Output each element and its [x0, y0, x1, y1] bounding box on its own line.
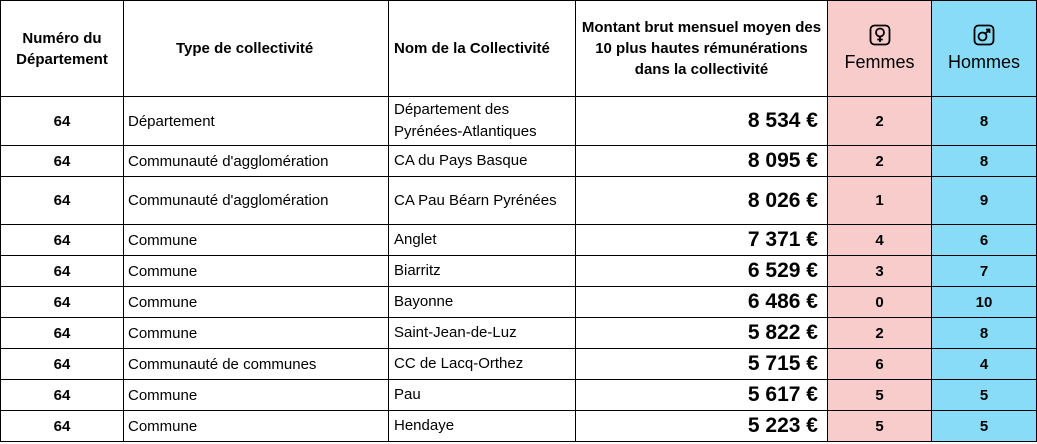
cell-numero: 64 — [1, 287, 124, 318]
cell-nom: Pau — [389, 380, 576, 411]
cell-montant: 7 371 € — [576, 225, 828, 256]
cell-type: Commune — [124, 287, 389, 318]
cell-numero: 64 — [1, 380, 124, 411]
cell-montant: 5 715 € — [576, 349, 828, 380]
cell-nom: Bayonne — [389, 287, 576, 318]
cell-nom: Hendaye — [389, 411, 576, 442]
cell-hommes: 10 — [932, 287, 1037, 318]
cell-hommes: 8 — [932, 146, 1037, 177]
header-type-collectivite: Type de collectivité — [124, 1, 389, 97]
cell-femmes: 1 — [828, 177, 932, 225]
cell-montant: 5 223 € — [576, 411, 828, 442]
table-row — [1, 146, 1037, 177]
cell-type: Département — [124, 97, 389, 146]
cell-montant: 8 095 € — [576, 146, 828, 177]
cell-type: Commune — [124, 256, 389, 287]
header-montant-brut: Montant brut mensuel moyen des 10 plus hautes rémunérations dans la collectivité — [576, 1, 828, 97]
cell-numero: 64 — [1, 349, 124, 380]
cell-hommes: 7 — [932, 256, 1037, 287]
cell-hommes: 4 — [932, 349, 1037, 380]
cell-femmes: 0 — [828, 287, 932, 318]
femmes-label: Femmes — [844, 52, 915, 72]
header-femmes — [828, 1, 932, 97]
cell-femmes: 2 — [828, 146, 932, 177]
cell-type: Commune — [124, 380, 389, 411]
male-symbol-icon — [973, 24, 995, 46]
cell-type: Commune — [124, 318, 389, 349]
table-row — [1, 380, 1037, 411]
cell-nom: CC de Lacq-Orthez — [389, 349, 576, 380]
cell-femmes: 2 — [828, 97, 932, 146]
cell-montant: 8 534 € — [576, 97, 828, 146]
cell-femmes: 5 — [828, 411, 932, 442]
cell-type: Commune — [124, 225, 389, 256]
cell-type: Communauté de communes — [124, 349, 389, 380]
cell-femmes: 3 — [828, 256, 932, 287]
cell-hommes: 8 — [932, 97, 1037, 146]
cell-hommes: 5 — [932, 411, 1037, 442]
cell-numero: 64 — [1, 146, 124, 177]
table-header — [1, 1, 1037, 97]
table-row — [1, 411, 1037, 442]
cell-nom: CA Pau Béarn Pyrénées — [389, 177, 576, 225]
cell-montant: 6 486 € — [576, 287, 828, 318]
cell-nom: Saint-Jean-de-Luz — [389, 318, 576, 349]
cell-nom: Département des Pyrénées-Atlantiques — [389, 97, 576, 146]
cell-nom: CA du Pays Basque — [389, 146, 576, 177]
cell-femmes: 2 — [828, 318, 932, 349]
cell-type: Communauté d'agglomération — [124, 177, 389, 225]
cell-montant: 8 026 € — [576, 177, 828, 225]
table-row — [1, 256, 1037, 287]
cell-numero: 64 — [1, 411, 124, 442]
table-row — [1, 97, 1037, 146]
cell-montant: 6 529 € — [576, 256, 828, 287]
cell-femmes: 5 — [828, 380, 932, 411]
cell-hommes: 5 — [932, 380, 1037, 411]
header-numero-departement: Numéro du Département — [1, 1, 124, 97]
cell-numero: 64 — [1, 97, 124, 146]
female-symbol-icon — [869, 24, 891, 46]
table-row — [1, 177, 1037, 225]
cell-femmes: 6 — [828, 349, 932, 380]
table-body — [1, 97, 1037, 442]
cell-numero: 64 — [1, 318, 124, 349]
cell-nom: Biarritz — [389, 256, 576, 287]
cell-numero: 64 — [1, 256, 124, 287]
cell-femmes: 4 — [828, 225, 932, 256]
hommes-label: Hommes — [947, 52, 1020, 72]
header-nom-collectivite: Nom de la Collectivité — [389, 1, 576, 97]
table-row — [1, 225, 1037, 256]
cell-nom: Anglet — [389, 225, 576, 256]
header-hommes — [932, 1, 1037, 97]
cell-hommes: 8 — [932, 318, 1037, 349]
cell-hommes: 6 — [932, 225, 1037, 256]
table-row — [1, 287, 1037, 318]
cell-type: Communauté d'agglomération — [124, 146, 389, 177]
cell-numero: 64 — [1, 177, 124, 225]
table-row — [1, 318, 1037, 349]
cell-type: Commune — [124, 411, 389, 442]
cell-hommes: 9 — [932, 177, 1037, 225]
cell-montant: 5 822 € — [576, 318, 828, 349]
cell-numero: 64 — [1, 225, 124, 256]
cell-montant: 5 617 € — [576, 380, 828, 411]
table-row — [1, 349, 1037, 380]
